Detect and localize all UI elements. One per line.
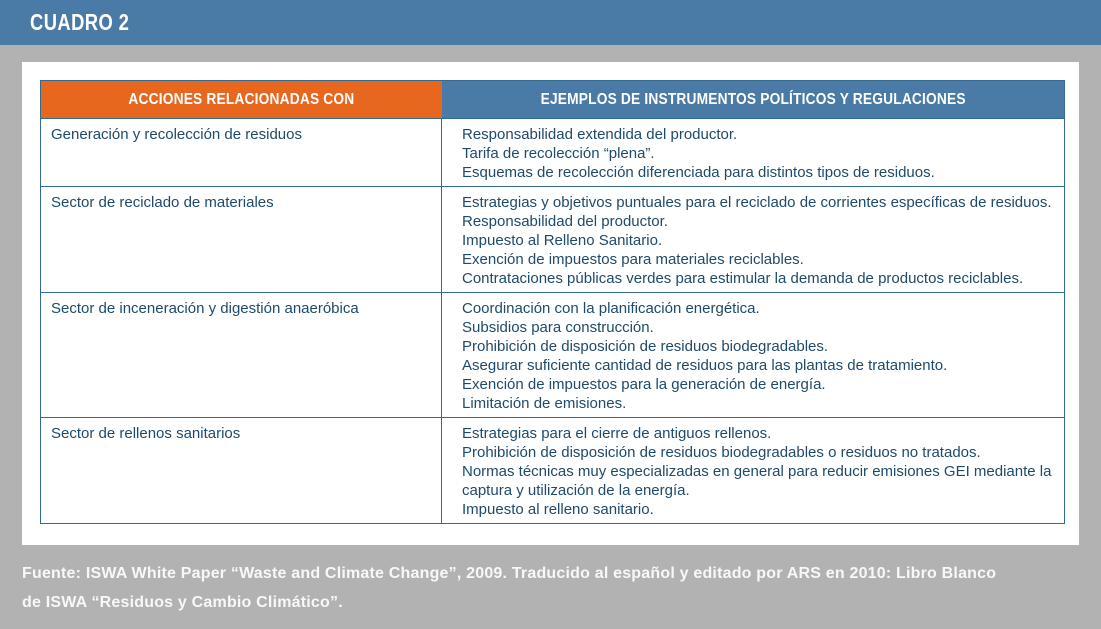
column-header-actions <box>41 81 442 118</box>
source-note <box>22 559 1092 617</box>
table-panel <box>22 62 1079 545</box>
source-note-line-2: de ISWA “Residuos y Cambio Climático”. <box>22 594 343 611</box>
example-item: Contrataciones públicas verdes para estimular la demanda de productos reciclables. <box>462 270 1024 287</box>
table-row-1-examples <box>442 118 1064 186</box>
example-item: Prohibición de disposición de residuos biodegradables o residuos no tratados. <box>462 444 981 461</box>
table-row-2-examples <box>442 186 1064 292</box>
column-header-examples <box>442 81 1064 118</box>
table-row-4-action: Sector de rellenos sanitarios <box>41 417 442 523</box>
example-item: Tarifa de recolección “plena”. <box>462 145 655 162</box>
table-row-1-action: Generación y recolección de residuos <box>41 118 442 186</box>
example-item: Subsidios para construcción. <box>462 319 654 336</box>
table-row-4-examples <box>442 417 1064 523</box>
example-item: Exención de impuestos para materiales reciclables. <box>462 251 804 268</box>
example-item: Estrategias y objetivos puntuales para el reciclado de corrientes específicas de residuos. <box>462 194 1052 211</box>
example-item: Asegurar suficiente cantidad de residuos para las plantas de tratamiento. <box>462 357 948 374</box>
column-header-examples-label: EJEMPLOS DE INSTRUMENTOS POLÍTICOS Y REGULACIONES <box>540 90 966 108</box>
column-header-actions-label: ACCIONES RELACIONADAS CON <box>128 90 355 108</box>
example-item: Normas técnicas muy especializadas en general para reducir emisiones GEI mediante la captura y utilización de la energía. <box>462 463 1052 499</box>
example-item: Exención de impuestos para la generación de energía. <box>462 376 826 393</box>
example-item: Prohibición de disposición de residuos biodegradables. <box>462 338 829 355</box>
example-item: Impuesto al relleno sanitario. <box>462 501 654 518</box>
table-row-3-examples <box>442 292 1064 417</box>
example-item: Esquemas de recolección diferenciada para distintos tipos de residuos. <box>462 164 935 181</box>
example-item: Estrategias para el cierre de antiguos rellenos. <box>462 425 772 442</box>
source-note-line-1: Fuente: ISWA White Paper “Waste and Climate Change”, 2009. Traducido al español y editado por ARS en 2010: Libro Blanco <box>22 565 997 582</box>
policy-table <box>40 80 1065 524</box>
table-row-2-action: Sector de reciclado de materiales <box>41 186 442 292</box>
page-title: CUADRO 2 <box>30 9 130 35</box>
table-row-3-action: Sector de inceneración y digestión anaeróbica <box>41 292 442 417</box>
example-item: Limitación de emisiones. <box>462 395 627 412</box>
title-bar <box>0 0 1101 45</box>
example-item: Coordinación con la planificación energética. <box>462 300 760 317</box>
example-item: Responsabilidad del productor. <box>462 213 668 230</box>
example-item: Responsabilidad extendida del productor. <box>462 126 738 143</box>
example-item: Impuesto al Relleno Sanitario. <box>462 232 663 249</box>
